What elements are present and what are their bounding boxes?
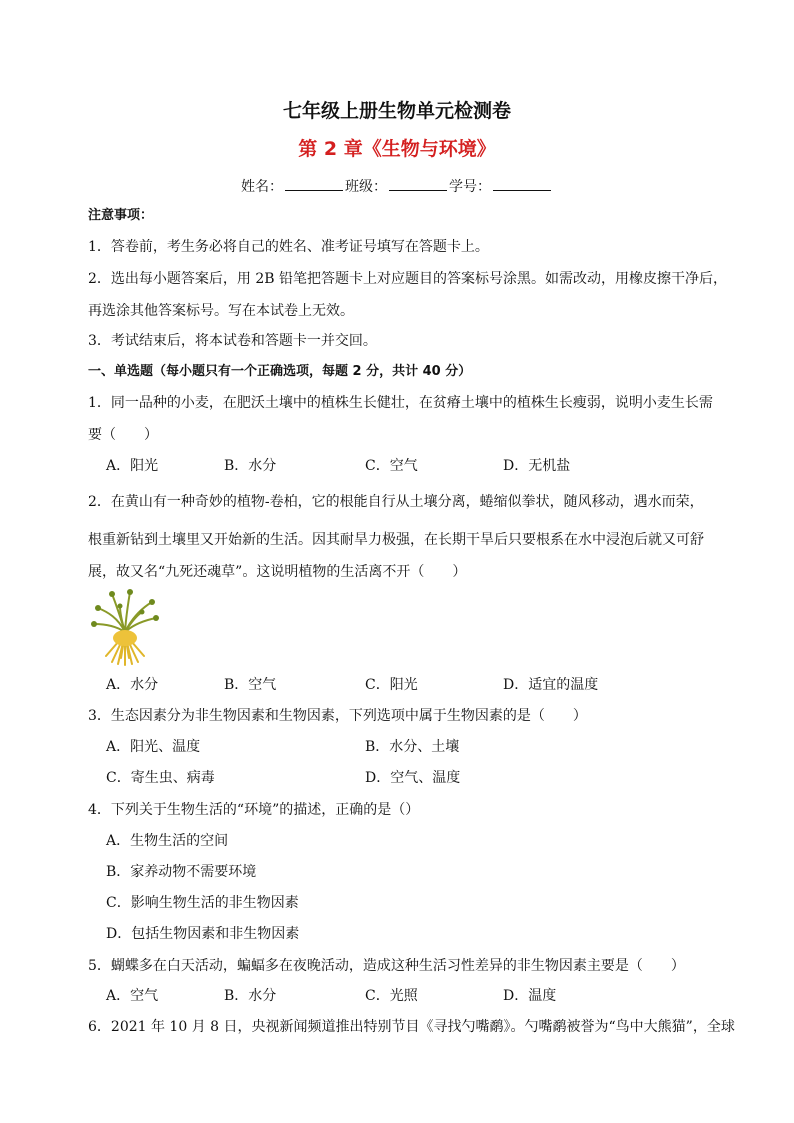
question-2-text: 2．在黄山有一种奇妙的植物-卷柏，它的根能自行从土壤分离，蜷缩似拳状，随风移动，遇水而荣， (88, 494, 704, 510)
name-label: 姓名： (241, 179, 283, 195)
q3-option-a[interactable]: A．阳光、温度 (106, 739, 201, 755)
q2-option-c[interactable]: C．阳光 (365, 677, 418, 693)
question-5-text: 5．蝴蝶多在白天活动，蝙蝠多在夜晚活动，造成这种生活习性差异的非生物因素主要是（ ） (88, 958, 685, 974)
question-1-text: 1．同一品种的小麦，在肥沃土壤中的植株生长健壮，在贫瘠土壤中的植株生长瘦弱，说明小麦生长需 (88, 395, 713, 411)
note-item: 再选涂其他答案标号。写在本试卷上无效。 (88, 303, 354, 319)
q1-option-d[interactable]: D．无机盐 (503, 458, 571, 474)
selaginella-plant-image (90, 588, 160, 666)
note-item: 3．考试结束后，将本试卷和答题卡一并交回。 (88, 333, 377, 349)
q5-option-c[interactable]: C．光照 (365, 988, 418, 1004)
student-info-row (0, 176, 794, 196)
exam-title: 七年级上册生物单元检测卷 (282, 100, 511, 122)
q5-option-a[interactable]: A．空气 (106, 988, 159, 1004)
name-blank[interactable] (285, 177, 343, 191)
section-heading: 一、单选题（每小题只有一个正确选项，每题 2 分，共计 40 分） (88, 364, 472, 379)
q4-option-b[interactable]: B．家养动物不需要环境 (106, 864, 257, 880)
q1-option-b[interactable]: B．水分 (224, 458, 277, 474)
q5-option-b[interactable]: B．水分 (224, 988, 277, 1004)
question-1-text: 要（ ） (88, 427, 158, 443)
q1-option-a[interactable]: A．阳光 (106, 458, 159, 474)
note-item: 1．答卷前，考生务必将自己的姓名、准考证号填写在答题卡上。 (88, 239, 489, 255)
q4-option-a[interactable]: A．生物生活的空间 (106, 833, 229, 849)
question-3-text: 3．生态因素分为非生物因素和生物因素，下列选项中属于生物因素的是（ ） (88, 708, 587, 724)
question-2-text: 展，故又名“九死还魂草”。这说明植物的生活离不开（ ） (88, 564, 467, 580)
note-item: 2．选出每小题答案后，用 2B 铅笔把答题卡上对应题目的答案标号涂黑。如需改动，用橡皮擦干净后， (88, 271, 728, 287)
q1-option-c[interactable]: C．空气 (365, 458, 418, 474)
question-4-text: 4．下列关于生物生活的“环境”的描述，正确的是（） (88, 802, 420, 818)
class-blank[interactable] (389, 177, 447, 191)
q3-option-d[interactable]: D．空气、温度 (365, 770, 461, 786)
id-label: 学号： (449, 179, 491, 195)
q3-option-b[interactable]: B．水分、土壤 (365, 739, 460, 755)
q4-option-d[interactable]: D．包括生物因素和非生物因素 (106, 926, 300, 942)
q4-option-c[interactable]: C．影响生物生活的非生物因素 (106, 895, 299, 911)
notes-heading: 注意事项： (88, 208, 154, 223)
q2-option-a[interactable]: A．水分 (106, 677, 159, 693)
question-2-text: 根重新钻到土壤里又开始新的生活。因其耐旱力极强，在长期干旱后只要根系在水中浸泡后就又可舒 (88, 532, 704, 548)
class-label: 班级： (345, 179, 387, 195)
q3-option-c[interactable]: C．寄生虫、病毒 (106, 770, 215, 786)
chapter-title: 第 2 章《生物与环境》 (298, 138, 496, 160)
q5-option-d[interactable]: D．温度 (503, 988, 557, 1004)
q2-option-d[interactable]: D．适宜的温度 (503, 677, 599, 693)
question-6-text: 6．2021 年 10 月 8 日，央视新闻频道推出特别节目《寻找勺嘴鹬》。勺嘴鹬被誉为“鸟中大熊猫”，全球 (88, 1019, 735, 1035)
id-blank[interactable] (493, 177, 551, 191)
q2-option-b[interactable]: B．空气 (224, 677, 277, 693)
